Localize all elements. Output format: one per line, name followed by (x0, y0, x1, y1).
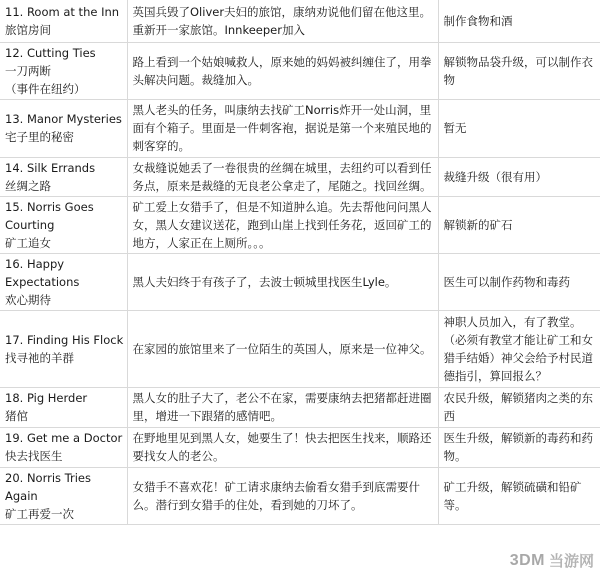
quest-row (0, 42, 600, 99)
quest-name-chinese: 丝绸之路 (5, 178, 51, 193)
quest-description-cell: 路上看到一个姑娘喊救人，原来她的妈妈被纠缠住了，用拳头解决问题。裁缝加入。 (127, 42, 438, 99)
quest-description-cell: 黑人老头的任务，叫康纳去找矿工Norris炸开一处山洞，里面有个箱子。里面是一件刺客袍，据说是第一个来殖民地的刺客穿的。 (127, 99, 438, 157)
quest-name-chinese: 一刀两断 (5, 63, 51, 78)
quest-name-chinese: 猪倌 (5, 409, 28, 423)
quest-name-english: 11. Room at the Inn (5, 4, 120, 19)
quest-reward-cell: 制作食物和酒 (438, 0, 600, 42)
quest-row (0, 0, 600, 42)
quest-name-cell (0, 427, 127, 467)
quest-name-cell (0, 467, 127, 524)
quest-name-chinese: 矿工再爱一次 (5, 506, 74, 521)
quest-reward-cell: 医生升级，解锁新的毒药和药物。 (438, 427, 600, 467)
quest-description-cell: 英国兵毁了Oliver夫妇的旅馆，康纳劝说他们留在他这里。重新开一家旅馆。Innkeeper加入 (127, 0, 438, 42)
quest-row (0, 387, 600, 427)
quest-name-english: 19. Get me a Doctor (5, 431, 123, 445)
quest-description-cell: 黑人女的肚子大了，老公不在家，需要康纳去把猪都赶进圈里，增进一下跟猪的感情吧。 (127, 387, 438, 427)
quest-name-chinese: 快去找医生 (5, 449, 63, 463)
quest-name-chinese: 找寻祂的羊群 (5, 350, 74, 365)
quest-name-english: 20. Norris Tries Again (5, 470, 92, 503)
quest-name-english: 12. Cutting Ties (5, 45, 96, 60)
quest-name-cell (0, 387, 127, 427)
quest-name-chinese: 矿工追女 (5, 235, 51, 250)
quest-reward-cell: 解锁物品袋升级，可以制作衣物 (438, 42, 600, 99)
quest-reward-cell: 农民升级，解锁猪肉之类的东西 (438, 387, 600, 427)
quest-name-chinese: 旅馆房间 (5, 22, 51, 37)
quest-row (0, 427, 600, 467)
quest-reward-cell: 解锁新的矿石 (438, 196, 600, 253)
quest-reward-cell: 裁缝升级（很有用） (438, 157, 600, 196)
quest-name-english: 16. Happy Expectations (5, 256, 80, 289)
site-watermark (510, 550, 594, 571)
quest-name-chinese: 宅子里的秘密 (5, 130, 74, 144)
quest-description-cell: 矿工爱上女猎手了，但是不知道肿么追。先去帮他问问黑人女，黑人女建议送花，跑到山崖上找到任务花，返回矿工的地方，人家正在上厕所。。。 (127, 196, 438, 253)
quest-name-english: 17. Finding His Flock (5, 332, 124, 347)
quest-description-cell: 女裁缝说她丢了一卷很贵的丝绸在城里，去纽约可以看到任务点，原来是裁缝的无良老公拿走了，尾随之。找回丝绸。 (127, 157, 438, 196)
watermark-logo: 3DM (509, 551, 545, 569)
quest-name-english: 15. Norris Goes Courting (5, 199, 94, 232)
quest-description-cell: 在家园的旅馆里来了一位陌生的英国人，原来是一位神父。 (127, 310, 438, 387)
quest-name-cell (0, 253, 127, 310)
watermark-site-name: 当游网 (548, 552, 594, 570)
quest-name-cell (0, 310, 127, 387)
quest-row (0, 253, 600, 310)
quest-description-cell: 在野地里见到黑人女，她要生了！快去把医生找来，顺路还要找女人的老公。 (127, 427, 438, 467)
quest-reward-cell: 神职人员加入，有了教堂。（必须有教堂才能让矿工和女猎手结婚）神父会给予村民道德指引，算回报么？ (438, 310, 600, 387)
quest-reward-cell: 暂无 (438, 99, 600, 157)
quest-row (0, 196, 600, 253)
quest-name-chinese: 欢心期待 (5, 292, 51, 307)
quest-name-english: 14. Silk Errands (5, 160, 96, 175)
quest-row (0, 310, 600, 387)
quest-description-cell: 黑人夫妇终于有孩子了，去波士顿城里找医生Lyle。 (127, 253, 438, 310)
quest-row (0, 99, 600, 157)
quest-row (0, 467, 600, 524)
quest-reward-cell: 矿工升级，解锁硫磺和铅矿等。 (438, 467, 600, 524)
quest-name-cell (0, 196, 127, 253)
quest-name-note: （事件在纽约） (5, 81, 86, 96)
quest-reward-cell: 医生可以制作药物和毒药 (438, 253, 600, 310)
quest-name-english: 18. Pig Herder (5, 391, 88, 405)
quest-row (0, 157, 600, 196)
quest-description-cell: 女猎手不喜欢花！矿工请求康纳去偷看女猎手到底需要什么。潜行到女猎手的住处，看到她的刀坏了。 (127, 467, 438, 524)
quest-name-cell (0, 157, 127, 196)
quest-name-cell (0, 42, 127, 99)
quest-name-cell (0, 0, 127, 42)
quest-name-cell (0, 99, 127, 157)
quest-name-english: 13. Manor Mysteries (5, 112, 122, 126)
